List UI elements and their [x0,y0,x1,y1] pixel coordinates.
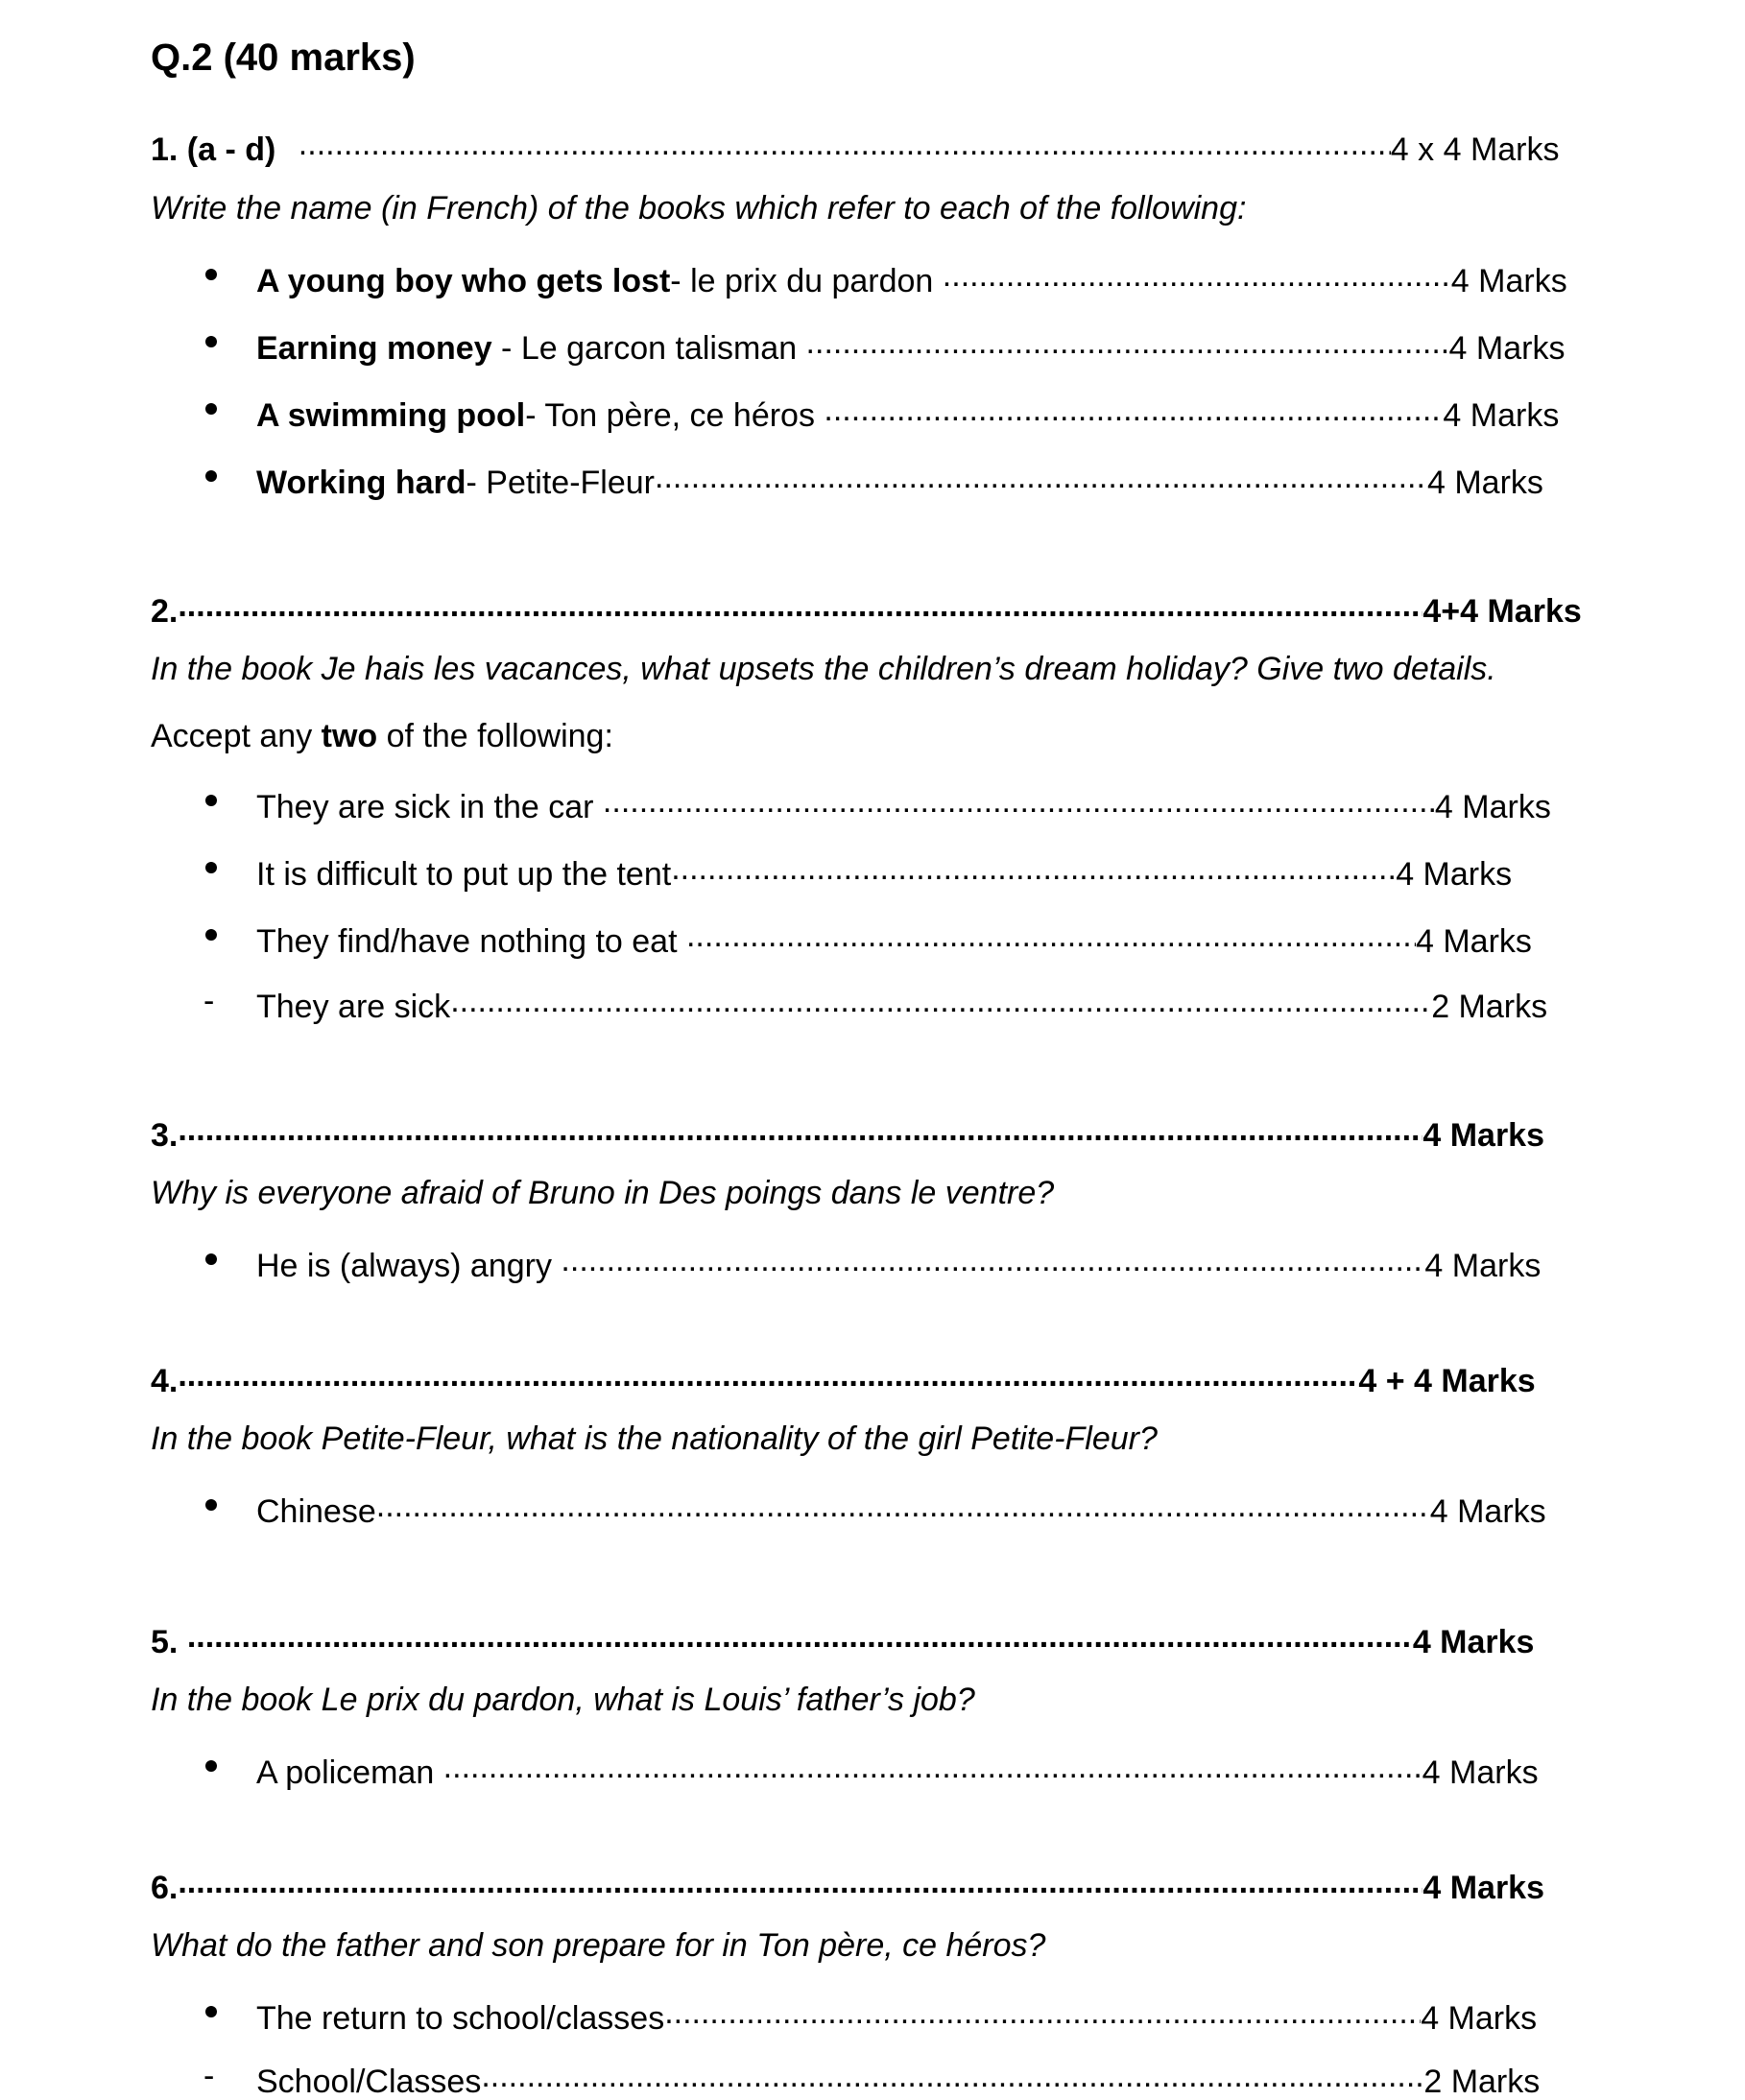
item-marks: 4 Marks [1422,1754,1539,1791]
item-marks: 4 Marks [1424,1248,1542,1284]
accept-instruction [151,720,613,752]
item-answer: A policeman [256,1754,443,1791]
list-item [0,1751,1745,1789]
list-item [0,326,1745,365]
bullet-icon [205,1253,217,1265]
question-1-marks: 4 x 4 Marks [1390,131,1560,168]
bullet-icon [205,336,217,347]
dot-leader [376,1490,1430,1522]
item-marks: 2 Marks [1431,989,1548,1025]
question-1-label: 1. (a - d) [151,131,276,168]
dot-leader [481,2060,1423,2092]
item-answer: - Petite-Fleur [466,465,655,501]
dot-leader [178,589,1422,622]
item-marks: 4 Marks [1434,789,1551,825]
dot-leader [187,1620,1413,1653]
question-6-heading [151,1866,1544,1904]
dot-leader [664,1996,1421,2029]
question-5-heading [151,1620,1534,1659]
item-answer: School/Classes [256,2064,482,2100]
question-2-prompt: In the book Je hais les vacances, what upsets the children’s dream holiday? Give two details. [151,651,1496,687]
question-3-label: 3. [151,1117,179,1154]
bullet-icon [205,795,217,806]
bullet-icon [205,862,217,873]
question-2-heading [151,589,1582,628]
dot-leader [943,259,1451,292]
accept-count: two [321,718,378,754]
dot-leader [603,785,1435,818]
item-answer: - Le garcon talisman [491,330,806,367]
bullet-icon [205,1499,217,1511]
list-item [0,461,1745,499]
question-4-heading [151,1359,1536,1397]
bullet-icon [205,269,217,280]
item-marks: 4 Marks [1415,923,1532,960]
item-marks: 4 Marks [1448,330,1566,367]
list-item [0,919,1745,958]
item-keyword: Earning money [256,330,492,367]
dot-leader [671,852,1396,885]
list-item [0,985,1745,1023]
item-answer: He is (always) angry [256,1248,562,1284]
dot-leader [443,1751,1422,1783]
list-item [0,259,1745,298]
dot-leader [686,919,1416,952]
question-3-marks: 4 Marks [1422,1117,1544,1154]
dash-icon: - [203,2058,215,2094]
item-marks: 2 Marks [1423,2064,1541,2100]
page-title: Q.2 (40 marks) [151,36,416,79]
dot-leader [299,128,1391,160]
list-item [0,852,1745,891]
question-3-prompt: Why is everyone afraid of Bruno in Des poings dans le ventre? [151,1175,1055,1211]
question-3-heading [151,1113,1544,1152]
bullet-icon [205,2006,217,2017]
question-2-marks: 4+4 Marks [1422,593,1582,630]
item-answer: The return to school/classes [256,2000,665,2037]
dot-leader [824,394,1443,426]
dot-leader [655,461,1427,493]
dot-leader [806,326,1449,359]
item-keyword: Working hard [256,465,466,501]
item-marks: 4 Marks [1421,2000,1538,2037]
dot-leader [178,1359,1358,1392]
item-marks: 4 Marks [1427,465,1543,501]
dot-leader [561,1244,1424,1277]
bullet-icon [205,403,217,415]
question-4-marks: 4 + 4 Marks [1358,1363,1536,1399]
question-2-label: 2. [151,593,179,630]
dash-icon: - [203,983,215,1019]
question-4-prompt: In the book Petite-Fleur, what is the nationality of the girl Petite-Fleur? [151,1420,1158,1457]
dot-leader [178,1113,1422,1146]
dot-leader [178,1866,1422,1898]
item-answer: They are sick in the car [256,789,603,825]
bullet-icon [205,470,217,482]
question-6-label: 6. [151,1870,179,1906]
question-5-prompt: In the book Le prix du pardon, what is Louis’ father’s job? [151,1682,975,1718]
question-1-heading [151,128,1560,168]
item-keyword: A swimming pool [256,397,526,434]
list-item [0,1490,1745,1528]
question-5-label: 5. [151,1624,187,1660]
list-item [0,785,1745,823]
list-item [0,2060,1745,2098]
question-1-prompt: Write the name (in French) of the books which refer to each of the following: [151,190,1247,227]
item-marks: 4 Marks [1396,856,1513,893]
accept-text: Accept any [151,718,322,754]
question-4-label: 4. [151,1363,179,1399]
item-answer: It is difficult to put up the tent [256,856,672,893]
item-answer: Chinese [256,1493,376,1530]
item-marks: 4 Marks [1443,397,1560,434]
accept-text: of the following: [377,718,613,754]
question-6-prompt: What do the father and son prepare for in Ton père, ce héros? [151,1927,1046,1964]
bullet-icon [205,1760,217,1772]
bullet-icon [205,929,217,941]
list-item [0,1996,1745,2035]
item-answer: They find/have nothing to eat [256,923,686,960]
item-keyword: A young boy who gets lost [256,263,671,299]
item-marks: 4 Marks [1429,1493,1546,1530]
dot-leader [450,985,1431,1017]
list-item [0,1244,1745,1282]
list-item [0,394,1745,432]
item-answer: - Ton père, ce héros [525,397,825,434]
question-6-marks: 4 Marks [1422,1870,1544,1906]
item-marks: 4 Marks [1450,263,1567,299]
item-answer: They are sick [256,989,451,1025]
question-5-marks: 4 Marks [1412,1624,1535,1660]
item-answer: - le prix du pardon [670,263,943,299]
